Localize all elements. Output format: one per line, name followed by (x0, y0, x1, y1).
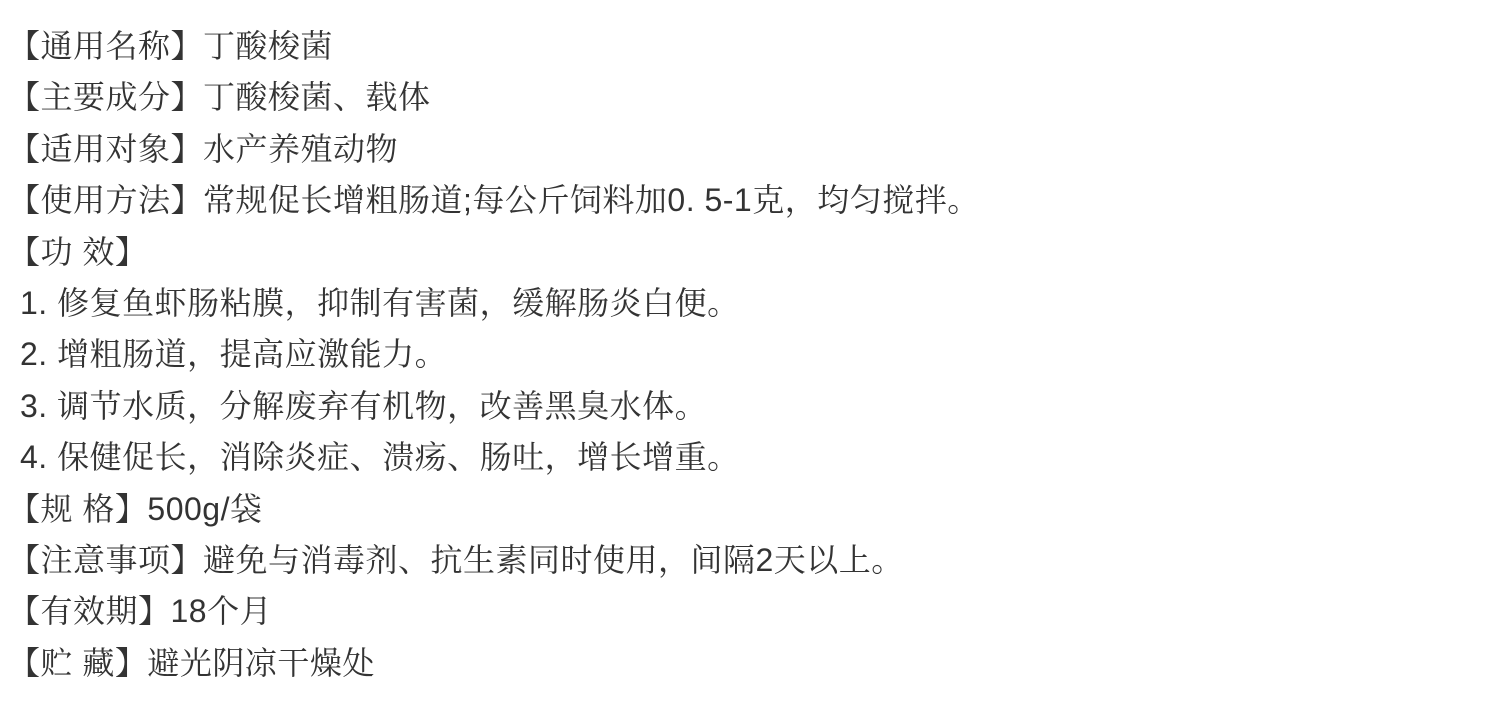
field-usage-method: 【使用方法】常规促长增粗肠道;每公斤饲料加0. 5-1克，均匀搅拌。 (8, 182, 980, 219)
field-shelf-life: 【有效期】18个月 (8, 593, 273, 630)
efficacy-item-3: 3. 调节水质，分解废弃有机物，改善黑臭水体。 (20, 387, 708, 424)
efficacy-item-1: 1. 修复鱼虾肠粘膜，抑制有害菌，缓解肠炎白便。 (20, 285, 740, 322)
field-applicable-target: 【适用对象】水产养殖动物 (8, 130, 399, 167)
field-precautions: 【注意事项】避免与消毒剂、抗生素同时使用，间隔2天以上。 (8, 542, 904, 579)
field-storage: 【贮 藏】避光阴凉干燥处 (8, 644, 375, 681)
field-efficacy-header: 【功 效】 (8, 233, 148, 270)
field-specification: 【规 格】500g/袋 (8, 490, 263, 527)
efficacy-item-2: 2. 增粗肠道，提高应激能力。 (20, 336, 448, 373)
field-generic-name: 【通用名称】丁酸梭菌 (8, 28, 334, 64)
field-main-ingredients: 【主要成分】丁酸梭菌、载体 (8, 79, 431, 116)
efficacy-item-4: 4. 保健促长，消除炎症、溃疡、肠吐，增长增重。 (20, 439, 740, 476)
